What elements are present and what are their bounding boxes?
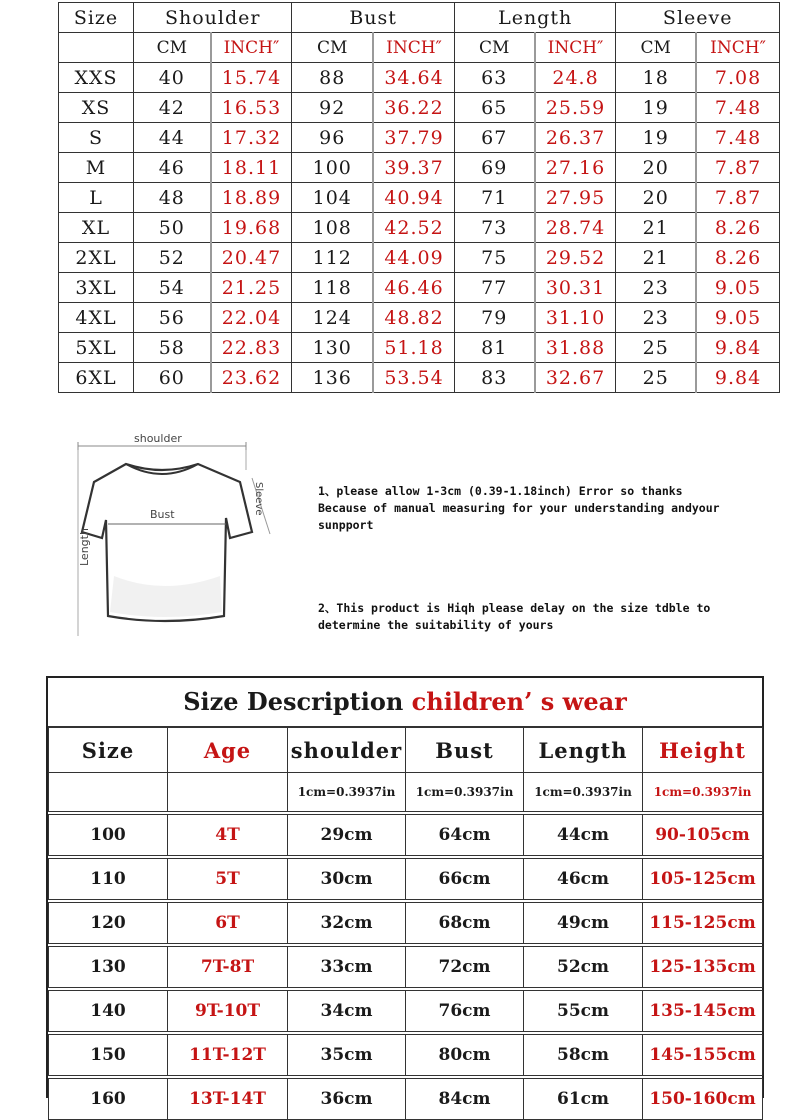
inch-value-cell: 32.67 <box>535 363 616 393</box>
note-1-line-3: sunpport <box>318 518 374 532</box>
kids-height-cell: 90-105cm <box>643 815 763 856</box>
cm-value-cell: 50 <box>134 213 211 243</box>
size-cell: 3XL <box>59 273 134 303</box>
children-size-row <box>49 815 763 856</box>
inch-value-cell: 31.10 <box>535 303 616 333</box>
size-cell: XXS <box>59 63 134 93</box>
adult-size-row <box>59 213 780 243</box>
inch-value-cell: 53.54 <box>373 363 454 393</box>
cm-value-cell: 20 <box>616 183 696 213</box>
kids-age-cell: 7T-8T <box>168 947 288 988</box>
kids-size-cell: 100 <box>49 815 168 856</box>
cm-value-cell: 21 <box>616 213 696 243</box>
cm-value-cell: 19 <box>616 123 696 153</box>
cm-value-cell: 21 <box>616 243 696 273</box>
kids-length-cell: 46cm <box>524 859 643 900</box>
cm-value-cell: 130 <box>292 333 373 363</box>
cm-value-cell: 71 <box>454 183 534 213</box>
kids-age-cell: 4T <box>168 815 288 856</box>
inch-value-cell: 19.68 <box>211 213 292 243</box>
kids-header-bust: Bust <box>406 728 524 773</box>
kids-bust-cell: 66cm <box>406 859 524 900</box>
kids-shoulder-cell: 34cm <box>288 991 406 1032</box>
cm-value-cell: 81 <box>454 333 534 363</box>
kids-header-length: Length <box>524 728 643 773</box>
inch-value-cell: 34.64 <box>373 63 454 93</box>
header-length: Length <box>454 3 616 33</box>
inch-value-cell: 40.94 <box>373 183 454 213</box>
inch-value-cell: 51.18 <box>373 333 454 363</box>
children-size-row <box>49 859 763 900</box>
children-table-title <box>48 678 762 727</box>
inch-value-cell: 29.52 <box>535 243 616 273</box>
kids-age-cell: 13T-14T <box>168 1079 288 1120</box>
children-size-section <box>46 676 764 1109</box>
inch-value-cell: 23.62 <box>211 363 292 393</box>
kids-shoulder-cell: 30cm <box>288 859 406 900</box>
children-size-row <box>49 1079 763 1120</box>
kids-height-cell: 105-125cm <box>643 859 763 900</box>
kids-bust-cell: 68cm <box>406 903 524 944</box>
cm-value-cell: 23 <box>616 273 696 303</box>
inch-value-cell: 42.52 <box>373 213 454 243</box>
note-2-line-2: determine the suitability of yours <box>318 618 554 632</box>
adult-size-row <box>59 93 780 123</box>
unit-inch: INCH″ <box>535 33 616 63</box>
shoulder-label: shoulder <box>134 432 182 445</box>
cm-value-cell: 104 <box>292 183 373 213</box>
cm-value-cell: 136 <box>292 363 373 393</box>
cm-value-cell: 40 <box>134 63 211 93</box>
size-cell: XS <box>59 93 134 123</box>
inch-value-cell: 22.83 <box>211 333 292 363</box>
children-size-row <box>49 903 763 944</box>
cm-value-cell: 54 <box>134 273 211 303</box>
note-size-table-advice <box>318 600 768 634</box>
adult-size-row <box>59 303 780 333</box>
cm-value-cell: 19 <box>616 93 696 123</box>
kids-shoulder-cell: 32cm <box>288 903 406 944</box>
adult-size-row <box>59 63 780 93</box>
inch-value-cell: 9.05 <box>696 303 779 333</box>
kids-age-cell: 6T <box>168 903 288 944</box>
cm-value-cell: 118 <box>292 273 373 303</box>
cm-value-cell: 65 <box>454 93 534 123</box>
cm-value-cell: 56 <box>134 303 211 333</box>
kids-unit-empty <box>168 773 288 812</box>
cm-value-cell: 52 <box>134 243 211 273</box>
inch-value-cell: 27.95 <box>535 183 616 213</box>
inch-value-cell: 48.82 <box>373 303 454 333</box>
inch-value-cell: 37.79 <box>373 123 454 153</box>
size-cell: 6XL <box>59 363 134 393</box>
unit-inch: INCH″ <box>211 33 292 63</box>
inch-value-cell: 30.31 <box>535 273 616 303</box>
cm-value-cell: 25 <box>616 363 696 393</box>
cm-value-cell: 79 <box>454 303 534 333</box>
unit-cm: CM <box>616 33 696 63</box>
children-header-row <box>49 728 763 773</box>
kids-height-cell: 125-135cm <box>643 947 763 988</box>
adult-unit-row <box>59 33 780 63</box>
children-size-row <box>49 1035 763 1076</box>
inch-value-cell: 9.05 <box>696 273 779 303</box>
unit-cm: CM <box>134 33 211 63</box>
cm-value-cell: 73 <box>454 213 534 243</box>
inch-value-cell: 7.48 <box>696 93 779 123</box>
kids-length-cell: 44cm <box>524 815 643 856</box>
note-1-line-1: 1、please allow 1-3cm (0.39-1.18inch) Error so thanks <box>318 484 683 498</box>
children-size-table <box>48 727 763 1120</box>
size-cell: M <box>59 153 134 183</box>
unit-inch: INCH″ <box>696 33 779 63</box>
cm-value-cell: 108 <box>292 213 373 243</box>
cm-value-cell: 112 <box>292 243 373 273</box>
header-bust: Bust <box>292 3 455 33</box>
inch-value-cell: 24.8 <box>535 63 616 93</box>
kids-bust-cell: 72cm <box>406 947 524 988</box>
inch-value-cell: 18.11 <box>211 153 292 183</box>
cm-value-cell: 46 <box>134 153 211 183</box>
adult-table-body <box>59 63 780 393</box>
inch-value-cell: 31.88 <box>535 333 616 363</box>
kids-header-size: Size <box>49 728 168 773</box>
inch-value-cell: 22.04 <box>211 303 292 333</box>
inch-value-cell: 9.84 <box>696 363 779 393</box>
kids-unit-height: 1cm=0.3937in <box>643 773 763 812</box>
inch-value-cell: 26.37 <box>535 123 616 153</box>
kids-shoulder-cell: 29cm <box>288 815 406 856</box>
unit-cm: CM <box>454 33 534 63</box>
cm-value-cell: 58 <box>134 333 211 363</box>
cm-value-cell: 42 <box>134 93 211 123</box>
cm-value-cell: 77 <box>454 273 534 303</box>
kids-size-cell: 150 <box>49 1035 168 1076</box>
inch-value-cell: 21.25 <box>211 273 292 303</box>
size-cell: XL <box>59 213 134 243</box>
children-table-body <box>49 815 763 1120</box>
kids-height-cell: 135-145cm <box>643 991 763 1032</box>
size-cell: 4XL <box>59 303 134 333</box>
adult-header-row <box>59 3 780 33</box>
kids-size-cell: 120 <box>49 903 168 944</box>
kids-length-cell: 55cm <box>524 991 643 1032</box>
size-cell: 2XL <box>59 243 134 273</box>
kids-size-cell: 160 <box>49 1079 168 1120</box>
inch-value-cell: 7.08 <box>696 63 779 93</box>
kids-size-cell: 110 <box>49 859 168 900</box>
title-childrens-wear: children’ s wear <box>411 687 627 716</box>
inch-value-cell: 17.32 <box>211 123 292 153</box>
kids-shoulder-cell: 33cm <box>288 947 406 988</box>
inch-value-cell: 27.16 <box>535 153 616 183</box>
inch-value-cell: 15.74 <box>211 63 292 93</box>
cm-value-cell: 92 <box>292 93 373 123</box>
inch-value-cell: 39.37 <box>373 153 454 183</box>
kids-shoulder-cell: 35cm <box>288 1035 406 1076</box>
size-cell: L <box>59 183 134 213</box>
inch-value-cell: 16.53 <box>211 93 292 123</box>
kids-height-cell: 150-160cm <box>643 1079 763 1120</box>
kids-header-age: Age <box>168 728 288 773</box>
kids-bust-cell: 84cm <box>406 1079 524 1120</box>
kids-length-cell: 52cm <box>524 947 643 988</box>
title-size-description: Size Description <box>183 687 412 716</box>
kids-header-shoulder: shoulder <box>288 728 406 773</box>
cm-value-cell: 83 <box>454 363 534 393</box>
inch-value-cell: 36.22 <box>373 93 454 123</box>
adult-size-row <box>59 243 780 273</box>
inch-value-cell: 9.84 <box>696 333 779 363</box>
inch-value-cell: 7.87 <box>696 183 779 213</box>
cm-value-cell: 18 <box>616 63 696 93</box>
cm-value-cell: 100 <box>292 153 373 183</box>
kids-unit-length: 1cm=0.3937in <box>524 773 643 812</box>
cm-value-cell: 60 <box>134 363 211 393</box>
inch-value-cell: 46.46 <box>373 273 454 303</box>
note-measurement-error <box>318 483 768 534</box>
kids-length-cell: 58cm <box>524 1035 643 1076</box>
sleeve-label: Sleeve <box>253 482 264 516</box>
size-cell: 5XL <box>59 333 134 363</box>
kids-age-cell: 5T <box>168 859 288 900</box>
inch-value-cell: 20.47 <box>211 243 292 273</box>
children-size-row <box>49 947 763 988</box>
adult-size-row <box>59 273 780 303</box>
header-sleeve: Sleeve <box>616 3 780 33</box>
cm-value-cell: 44 <box>134 123 211 153</box>
kids-height-cell: 115-125cm <box>643 903 763 944</box>
kids-bust-cell: 64cm <box>406 815 524 856</box>
cm-value-cell: 23 <box>616 303 696 333</box>
unit-cm: CM <box>292 33 373 63</box>
kids-size-cell: 140 <box>49 991 168 1032</box>
bust-label: Bust <box>150 508 175 521</box>
cm-value-cell: 96 <box>292 123 373 153</box>
unit-inch: INCH″ <box>373 33 454 63</box>
inch-value-cell: 28.74 <box>535 213 616 243</box>
kids-header-height: Height <box>643 728 763 773</box>
size-cell: S <box>59 123 134 153</box>
inch-value-cell: 25.59 <box>535 93 616 123</box>
note-1-line-2: Because of manual measuring for your understanding andyour <box>318 501 720 515</box>
header-shoulder: Shoulder <box>134 3 292 33</box>
kids-length-cell: 49cm <box>524 903 643 944</box>
inch-value-cell: 7.87 <box>696 153 779 183</box>
cm-value-cell: 63 <box>454 63 534 93</box>
kids-bust-cell: 76cm <box>406 991 524 1032</box>
cm-value-cell: 124 <box>292 303 373 333</box>
kids-shoulder-cell: 36cm <box>288 1079 406 1120</box>
kids-unit-empty <box>49 773 168 812</box>
kids-height-cell: 145-155cm <box>643 1035 763 1076</box>
cm-value-cell: 88 <box>292 63 373 93</box>
kids-bust-cell: 80cm <box>406 1035 524 1076</box>
kids-age-cell: 9T-10T <box>168 991 288 1032</box>
cm-value-cell: 25 <box>616 333 696 363</box>
inch-value-cell: 8.26 <box>696 243 779 273</box>
cm-value-cell: 20 <box>616 153 696 183</box>
cm-value-cell: 69 <box>454 153 534 183</box>
children-unit-row <box>49 773 763 812</box>
kids-age-cell: 11T-12T <box>168 1035 288 1076</box>
adult-size-row <box>59 153 780 183</box>
note-2-line-1: 2、This product is Hiqh please delay on the size tdble to <box>318 601 711 615</box>
inch-value-cell: 8.26 <box>696 213 779 243</box>
adult-size-row <box>59 333 780 363</box>
kids-unit-shoulder: 1cm=0.3937in <box>288 773 406 812</box>
kids-length-cell: 61cm <box>524 1079 643 1120</box>
length-label: Length <box>78 528 91 566</box>
inch-value-cell: 44.09 <box>373 243 454 273</box>
tshirt-measurement-diagram <box>64 426 288 646</box>
inch-value-cell: 18.89 <box>211 183 292 213</box>
cm-value-cell: 48 <box>134 183 211 213</box>
cm-value-cell: 67 <box>454 123 534 153</box>
unit-empty <box>59 33 134 63</box>
kids-size-cell: 130 <box>49 947 168 988</box>
adult-size-row <box>59 183 780 213</box>
adult-size-row <box>59 123 780 153</box>
header-size: Size <box>59 3 134 33</box>
adult-size-row <box>59 363 780 393</box>
inch-value-cell: 7.48 <box>696 123 779 153</box>
children-size-row <box>49 991 763 1032</box>
cm-value-cell: 75 <box>454 243 534 273</box>
adult-size-table <box>58 2 780 393</box>
kids-unit-bust: 1cm=0.3937in <box>406 773 524 812</box>
